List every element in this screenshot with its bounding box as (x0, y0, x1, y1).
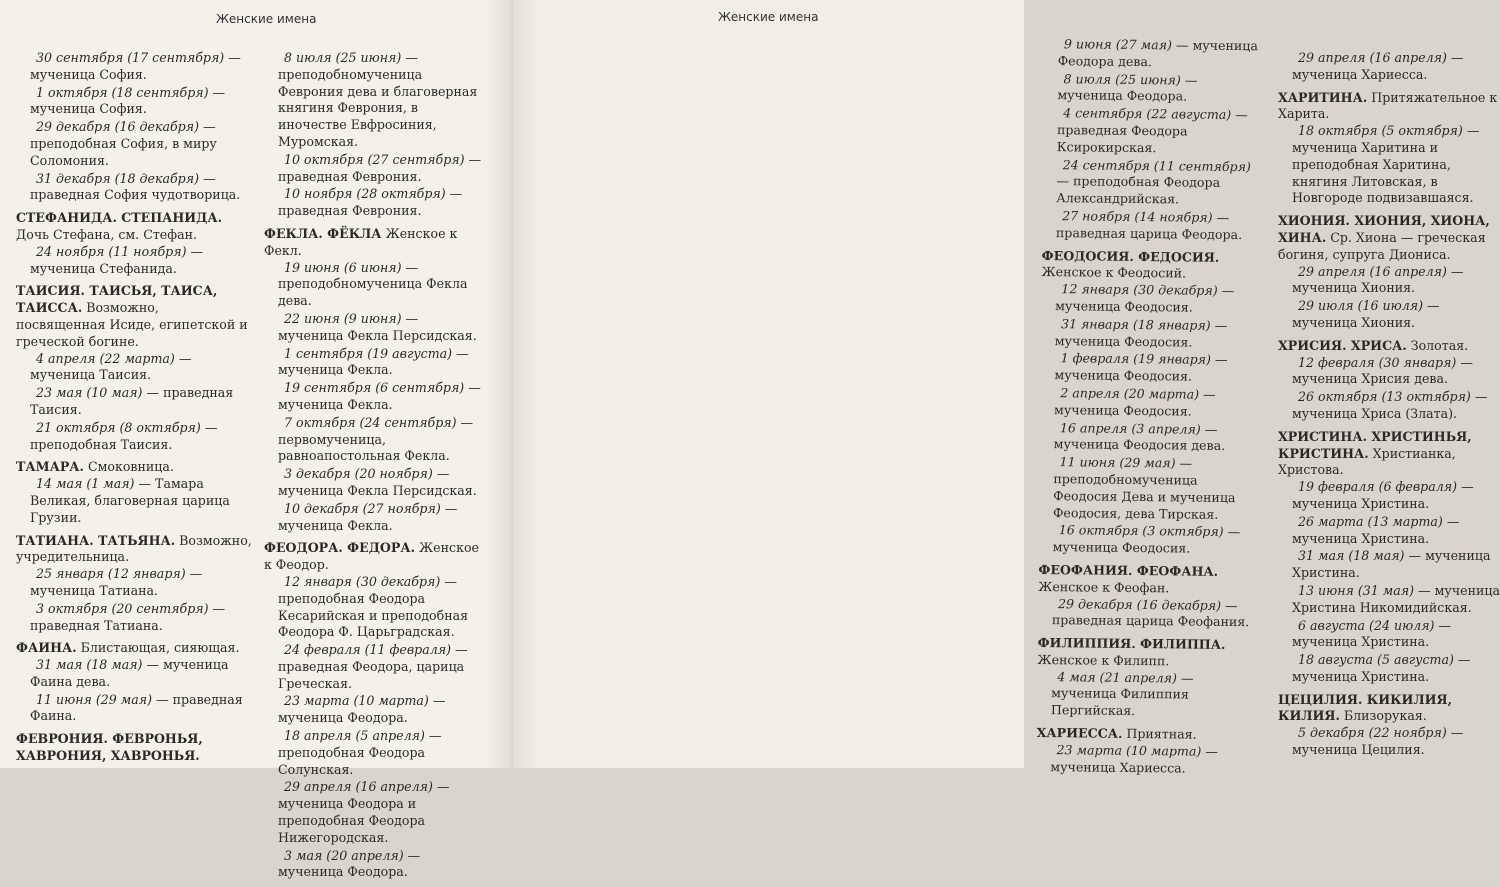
name-entry (16, 731, 252, 765)
feast-date: 19 июня (6 июня) (284, 259, 402, 275)
feast-day (1278, 298, 1500, 332)
feast-day (1040, 420, 1260, 456)
feast-description: — праведная Феврония. (278, 186, 463, 219)
feast-description: — мученица Христина. (1292, 548, 1491, 581)
feast-day (264, 642, 486, 692)
entry-meaning: Возможно, посвященная Исиде, египетской и греческой богине. (16, 300, 248, 349)
feast-date: 18 августа (5 августа) (1298, 652, 1454, 668)
feast-day (1278, 618, 1500, 652)
feast-description: — мученица Стефанида. (30, 243, 204, 276)
feast-day (1042, 208, 1262, 244)
feast-date: 4 апреля (22 марта) (36, 350, 175, 366)
name-entry (1278, 692, 1500, 759)
feast-description: — мученица Христина. (1292, 479, 1474, 511)
entry-heading (16, 731, 252, 765)
feast-description: — праведная Феодора, царица Греческая. (278, 642, 468, 691)
feast-date: 22 июня (9 июня) (284, 310, 402, 326)
feast-date: 13 июня (31 мая) (1298, 582, 1415, 598)
feast-day (16, 476, 252, 526)
entry-heading (1278, 338, 1500, 355)
feast-day (1043, 71, 1263, 107)
feast-day (1039, 522, 1259, 558)
feast-date: 23 марта (10 марта) (1056, 742, 1202, 759)
feast-date: 1 октября (18 сентября) (36, 84, 209, 100)
feast-date: 12 января (30 декабря) (284, 573, 441, 589)
feast-day (1043, 105, 1264, 158)
feast-day (1040, 350, 1260, 386)
feast-description: — праведная царица Феофания. (1051, 597, 1250, 630)
entry-name: ХАРИЕССА. (1036, 725, 1123, 741)
entry-name: ХРИСТИНА. ХРИСТИНЬЯ, КРИСТИНА. (1278, 428, 1472, 461)
feast-day (1278, 583, 1500, 617)
feast-description: — преподобномученица Феврония дева и благоверная княгиня Феврония, в иночестве Евфросиния, Муромская. (278, 50, 478, 149)
feast-day (1278, 50, 1500, 84)
feast-day (264, 501, 486, 535)
feast-description: — мученица Феодосия. (1054, 317, 1228, 350)
feast-description: — преподобная Феодора Солунская. (278, 728, 442, 777)
feast-day (16, 119, 252, 169)
entry-meaning: Женское к Феодор. (264, 540, 479, 573)
name-entry (1278, 338, 1500, 423)
name-entry (1278, 50, 1500, 84)
feast-day (16, 244, 252, 278)
name-entry (16, 210, 252, 277)
feast-description: — праведная Татиана. (30, 600, 226, 633)
name-entry (264, 50, 486, 220)
feast-day (1038, 595, 1258, 631)
feast-description: — мученица Филиппия Пергийская. (1050, 670, 1194, 719)
entry-heading (1041, 248, 1261, 284)
entry-name: ТАМАРА. (16, 459, 84, 475)
entry-heading (1278, 429, 1500, 479)
feast-date: 8 июля (25 июня) (284, 50, 402, 65)
name-entry (1278, 90, 1500, 208)
left-column-2 (264, 50, 486, 887)
entry-meaning: Женское к Фекл. (264, 225, 458, 258)
feast-date: 27 ноября (14 ноября) (1062, 208, 1213, 225)
feast-day (16, 385, 252, 419)
feast-description: — преподобномученица Фекла дева. (278, 259, 468, 309)
running-header-left: Женские имена (216, 12, 317, 26)
feast-day (1278, 355, 1500, 389)
feast-description: — мученица Харитина и преподобная Харитина, княгиня Литовская, в Новгороде подвизавшаяся. (1292, 123, 1480, 206)
right-column-2 (1278, 50, 1500, 765)
feast-date: 18 апреля (5 апреля) (284, 728, 425, 744)
feast-date: 26 марта (13 марта) (1298, 513, 1443, 529)
feast-date: 26 октября (13 октября) (1298, 389, 1471, 405)
feast-date: 16 апреля (3 апреля) (1059, 419, 1201, 437)
entry-name: ХАРИТИНА. (1278, 89, 1368, 105)
feast-day (1041, 281, 1261, 317)
feast-day (16, 351, 252, 385)
entry-meaning: Дочь Стефана, см. Стефан. (16, 226, 198, 242)
entry-heading (1278, 90, 1500, 124)
entry-meaning: Женское к Феофан. (1038, 578, 1170, 596)
feast-date: 23 марта (10 марта) (284, 693, 429, 709)
entry-heading (16, 459, 252, 476)
feast-description: — мученица Таисия. (30, 350, 192, 383)
feast-day (1278, 389, 1500, 423)
feast-date: 30 сентября (17 сентября) (36, 50, 225, 65)
name-entry (16, 50, 252, 204)
left-column-1 (16, 50, 252, 771)
feast-date: 10 декабря (27 ноября) (284, 500, 441, 516)
entry-meaning: Близорукая. (1339, 708, 1427, 724)
entry-name: ЦЕЦИЛИЯ. КИКИЛИЯ, КИЛИЯ. (1278, 691, 1452, 724)
left-page (0, 0, 512, 880)
feast-day (1039, 454, 1260, 523)
feast-day (264, 152, 486, 186)
entry-meaning: Смоковница. (83, 459, 174, 475)
entry-meaning: Женское к Филипп. (1037, 651, 1170, 669)
entry-name: ХИОНИЯ. ХИОНИЯ, ХИОНА, ХИНА. (1278, 213, 1490, 245)
feast-date: 10 ноября (28 октября) (284, 186, 446, 202)
feast-date: 31 декабря (18 декабря) (36, 170, 199, 186)
name-entry (1039, 248, 1262, 559)
name-entry (1042, 36, 1264, 244)
entry-meaning: Притяжательное к Харита. (1278, 89, 1498, 122)
feast-description: — преподобная Таисия. (30, 419, 218, 452)
feast-day (264, 186, 486, 220)
feast-description: — преподобная София, в миру Соломония. (30, 119, 217, 168)
feast-description: — мученица София. (30, 50, 241, 82)
feast-description: — мученица Цецилия. (1292, 725, 1464, 758)
feast-date: 21 октября (8 октября) (36, 419, 201, 435)
feast-day (1044, 36, 1264, 72)
feast-description: — праведная Феврония. (278, 151, 482, 184)
feast-date: 1 февраля (19 января) (1060, 350, 1212, 368)
feast-date: 5 декабря (22 ноября) (1298, 725, 1447, 741)
name-entry (264, 540, 486, 881)
feast-date: 7 октября (24 сентября) (284, 414, 457, 430)
feast-description: — праведная Феодора Ксирокирская. (1056, 107, 1248, 155)
feast-description: — мученица Фекла Персидская. (278, 466, 477, 498)
entry-heading (1278, 692, 1500, 726)
entry-meaning: Христианка, Христова. (1278, 445, 1456, 478)
feast-description: — Тамара Великая, благоверная царица Грузии. (30, 476, 230, 525)
feast-day (16, 601, 252, 635)
feast-description: — преподобная Феодора Кесарийская и преподобная Феодора Ф. Царьградская. (278, 573, 469, 640)
feast-date: 25 января (12 января) (36, 566, 186, 582)
feast-description: — мученица Феодора. (1057, 72, 1198, 104)
feast-day (264, 260, 486, 310)
feast-description: — мученица Феодора и преподобная Феодора Нижегородская. (278, 779, 450, 845)
feast-date: 29 июля (16 июля) (1298, 298, 1423, 314)
name-entry (16, 640, 252, 725)
feast-date: 18 октября (5 октября) (1298, 123, 1463, 139)
feast-description: — мученица Фекла. (278, 500, 458, 533)
feast-day (16, 420, 252, 454)
feast-date: 2 апреля (20 марта) (1060, 385, 1200, 402)
feast-date: 24 сентября (11 сентября) (1062, 156, 1251, 174)
feast-description: — первомученица, равноапостольная Фекла. (278, 414, 474, 464)
feast-day (16, 171, 252, 205)
feast-date: 14 мая (1 мая) (36, 476, 135, 492)
feast-date: 6 августа (24 июля) (1298, 617, 1435, 633)
right-column-1 (1036, 36, 1264, 784)
entry-name: ФАИНА. (16, 640, 77, 656)
feast-day (264, 779, 486, 846)
feast-date: 29 апреля (16 апреля) (1298, 263, 1447, 279)
entry-meaning: Блистающая, сияющая. (76, 640, 240, 656)
feast-date: 3 мая (20 апреля) (284, 847, 404, 863)
feast-date: 24 февраля (11 февраля) (284, 642, 452, 658)
feast-description: — праведная Таисия. (30, 385, 234, 417)
feast-description: — мученица Христина. (1292, 513, 1460, 546)
entry-name: ХРИСИЯ. ХРИСА. (1278, 337, 1407, 353)
entry-heading (16, 640, 252, 657)
feast-date: 9 июня (27 мая) (1063, 36, 1172, 53)
feast-description: — праведная Фаина. (30, 691, 243, 724)
feast-day (16, 85, 252, 119)
feast-date: 29 апреля (16 апреля) (1298, 50, 1447, 65)
feast-description: — мученица Хриса (Злата). (1292, 389, 1488, 421)
feast-date: 4 сентября (22 августа) (1063, 105, 1232, 123)
name-entry (16, 459, 252, 526)
feast-date: 19 февраля (6 февраля) (1298, 479, 1458, 495)
feast-day (16, 566, 252, 600)
feast-date: 29 декабря (16 декабря) (36, 119, 199, 135)
feast-day (264, 415, 486, 465)
entry-name: ФЕКЛА. ФЁКЛА (264, 225, 382, 241)
feast-description: — мученица Хиония. (1292, 263, 1464, 296)
feast-description: — мученица София. (30, 84, 226, 117)
entry-name: ФЕОДОРА. ФЕДОРА. (264, 540, 416, 556)
entry-heading (16, 533, 252, 567)
feast-description: — праведная София чудотворица. (30, 170, 241, 203)
feast-day (1278, 514, 1500, 548)
feast-day (1041, 316, 1261, 352)
feast-date: 29 декабря (16 декабря) (1057, 595, 1222, 613)
feast-day (264, 311, 486, 345)
feast-description: — мученица Феодора. (278, 693, 446, 726)
feast-description: — мученица Феодора дева. (1057, 37, 1258, 69)
feast-day (1278, 264, 1500, 298)
feast-date: 11 июня (29 мая) (1059, 454, 1176, 471)
entry-heading (16, 210, 252, 244)
feast-day (264, 848, 486, 882)
feast-day (264, 693, 486, 727)
feast-description: — мученица Феодосия. (1052, 524, 1241, 556)
feast-day (264, 346, 486, 380)
name-entry (16, 283, 252, 453)
feast-description: — преподобномученица Феодосия Дева и мученица Феодосия, дева Тирская. (1052, 455, 1236, 522)
feast-day (16, 657, 252, 691)
feast-date: 19 сентября (6 сентября) (284, 380, 465, 396)
name-entry (1278, 213, 1500, 332)
entry-name: ФЕОДОСИЯ. ФЕДОСИЯ. (1041, 247, 1220, 265)
feast-day (264, 466, 486, 500)
entry-name: ТАИСИЯ. ТАИСЬЯ, ТАИСА, ТАИССА. (16, 283, 218, 316)
feast-date: 23 мая (10 мая) (36, 385, 143, 401)
entry-name: ФИЛИППИЯ. ФИЛИППА. (1037, 635, 1226, 653)
feast-day (264, 574, 486, 641)
feast-day (264, 50, 486, 151)
feast-date: 10 октября (27 сентября) (284, 151, 465, 167)
feast-description: — мученица Хариесса. (1292, 50, 1464, 82)
feast-date: 3 октября (20 сентября) (36, 600, 209, 616)
feast-day (1042, 157, 1263, 210)
feast-date: 8 июля (25 июня) (1063, 70, 1181, 88)
feast-day (1036, 742, 1256, 778)
entry-meaning: Ср. Хиона — греческая богиня, супруга Диониса. (1278, 229, 1486, 262)
feast-day (16, 50, 252, 84)
name-entry (1038, 562, 1259, 631)
feast-description: — мученица Хрисия дева. (1292, 354, 1473, 387)
feast-date: 31 января (18 января) (1060, 315, 1211, 333)
name-entry (1036, 725, 1257, 778)
feast-description: — мученица Хариесса. (1050, 743, 1219, 776)
feast-description: — мученица Фекла. (278, 380, 481, 412)
feast-date: 4 мая (21 апреля) (1057, 668, 1178, 686)
book-gutter (486, 0, 538, 768)
feast-day (1040, 385, 1260, 421)
feast-description: — мученица Христина. (1292, 617, 1452, 650)
name-entry (1037, 635, 1258, 721)
entry-name: ФЕВРОНИЯ. ФЕВРОНЬЯ, ХАВРОНИЯ, ХАВРОНЬЯ. (16, 731, 203, 764)
feast-date: 24 ноября (11 ноября) (36, 243, 187, 259)
entry-heading (264, 540, 486, 574)
entry-heading (16, 283, 252, 350)
feast-description: — мученица Хиония. (1292, 298, 1440, 330)
feast-day (1278, 548, 1500, 582)
feast-date: 31 мая (18 мая) (36, 657, 143, 673)
feast-description: — мученица Фекла. (278, 345, 469, 378)
feast-description: — мученица Феодосия. (1054, 352, 1228, 384)
entry-meaning: Возможно, учредительница. (16, 532, 252, 565)
entry-meaning: Женское к Феодосий. (1041, 264, 1187, 281)
feast-description: — мученица Фекла Персидская. (278, 310, 477, 343)
name-entry (1278, 429, 1500, 686)
entry-heading (264, 226, 486, 260)
entry-heading (1278, 213, 1500, 263)
running-header-right: Женские имена (718, 10, 819, 24)
feast-description: — мученица Фаина дева. (30, 657, 229, 689)
feast-day (1278, 479, 1500, 513)
feast-description: — мученица Феодосия. (1055, 282, 1235, 315)
feast-date: 3 декабря (20 ноября) (284, 466, 433, 482)
feast-date: 11 июня (29 мая) (36, 691, 153, 707)
feast-date: 31 мая (18 мая) (1298, 548, 1405, 564)
feast-description: — мученица Татиана. (30, 566, 203, 598)
feast-description: — мученица Христина Никомидийская. (1292, 582, 1500, 615)
entry-heading (1038, 562, 1258, 598)
feast-day (1278, 652, 1500, 686)
entry-name: СТЕФАНИДА. СТЕПАНИДА. (16, 210, 223, 226)
name-entry (264, 226, 486, 534)
feast-date: 29 апреля (16 апреля) (284, 779, 433, 795)
feast-date: 12 февраля (30 января) (1298, 354, 1457, 370)
feast-description: — мученица Феодосия дева. (1053, 421, 1226, 454)
feast-date: 16 октября (3 октября) (1058, 522, 1224, 540)
entry-heading (1037, 635, 1257, 671)
entry-meaning: Золотая. (1406, 337, 1469, 353)
feast-description: — мученица Феодора. (278, 847, 421, 880)
feast-day (1278, 725, 1500, 759)
feast-description: — праведная царица Феодора. (1055, 209, 1243, 242)
feast-description: — мученица Феодосия. (1054, 386, 1216, 419)
entry-meaning: Приятная. (1122, 725, 1197, 742)
feast-day (264, 380, 486, 414)
entry-name: ФЕОФАНИЯ. ФЕОФАНА. (1038, 561, 1219, 579)
feast-description: — преподобная Феодора Александрийская. (1056, 173, 1221, 207)
feast-day (16, 692, 252, 726)
feast-date: 12 января (30 декабря) (1061, 281, 1218, 298)
feast-day (1278, 123, 1500, 207)
feast-day (1037, 669, 1258, 722)
feast-date: 1 сентября (19 августа) (284, 345, 453, 361)
feast-day (264, 728, 486, 778)
feast-description: — мученица Христина. (1292, 652, 1471, 684)
name-entry (16, 533, 252, 635)
right-page (512, 0, 1500, 776)
entry-name: ТАТИАНА. ТАТЬЯНА. (16, 532, 176, 548)
